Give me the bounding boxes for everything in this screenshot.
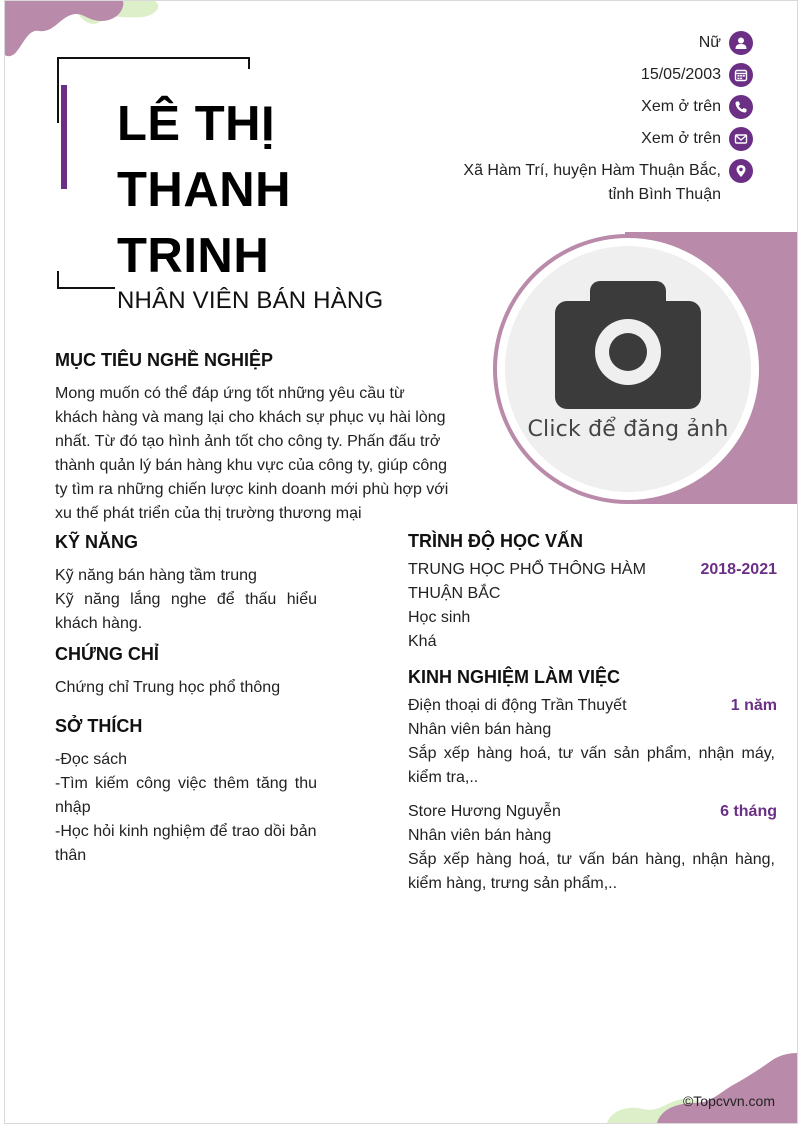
phone-icon	[729, 95, 753, 119]
name-frame-line-bottom	[57, 287, 115, 289]
objective-title: MỤC TIÊU NGHỀ NGHIỆP	[55, 350, 274, 370]
camera-icon-lens-inner	[609, 333, 647, 371]
email-value: Xem ở trên	[641, 130, 721, 147]
phone-value: Xem ở trên	[641, 98, 721, 115]
upload-photo-button[interactable]: Click để đăng ảnh	[527, 417, 729, 442]
candidate-name-line-2: THANH	[117, 163, 291, 217]
address-line-2: tỉnh Bình Thuận	[608, 186, 721, 203]
address-value	[463, 159, 721, 207]
education-school: TRUNG HỌC PHỔ THÔNG HÀM THUẬN BẮC	[408, 561, 646, 602]
hobby-item-1: -Đọc sách	[55, 751, 128, 768]
candidate-name-line-3: TRINH	[117, 229, 270, 283]
hobby-item-2: -Tìm kiếm công việc thêm tăng thu nhập	[55, 775, 317, 816]
job-title: NHÂN VIÊN BÁN HÀNG	[117, 287, 384, 314]
hobbies-title: SỞ THÍCH	[55, 716, 143, 736]
candidate-name-line-1: LÊ THỊ	[117, 97, 276, 151]
contact-gender	[393, 31, 753, 55]
gender-value: Nữ	[698, 34, 721, 51]
name-frame-line-top	[57, 57, 249, 59]
name-frame-line-top-right	[248, 57, 250, 69]
contact-dob	[393, 63, 753, 87]
certificates-title: CHỨNG CHỈ	[55, 644, 159, 664]
job-1-position: Nhân viên bán hàng	[408, 721, 552, 738]
user-icon	[729, 31, 753, 55]
decorative-blob-top-left	[5, 1, 175, 61]
envelope-icon	[729, 127, 753, 151]
skills-title: KỸ NĂNG	[55, 532, 139, 552]
education-grade: Khá	[408, 633, 437, 650]
job-1-duration: 1 năm	[730, 697, 777, 714]
job-2-company: Store Hương Nguyễn	[408, 803, 561, 820]
dob-value: 15/05/2003	[640, 66, 721, 83]
decorative-blob-bottom-right	[607, 1053, 797, 1123]
contact-info	[393, 31, 753, 215]
hobby-item-3: -Học hỏi kinh nghiệm để trao dồi bản thân	[55, 823, 317, 864]
name-frame-accent-bar	[61, 85, 67, 189]
calendar-icon	[729, 63, 753, 87]
location-pin-icon	[729, 159, 753, 183]
address-line-1: Xã Hàm Trí, huyện Hàm Thuận Bắc,	[463, 162, 721, 179]
contact-address	[393, 159, 753, 207]
contact-phone	[393, 95, 753, 119]
education-years: 2018-2021	[700, 561, 777, 578]
skill-item-1: Kỹ năng bán hàng tầm trung	[55, 567, 257, 584]
candidate-name	[117, 91, 377, 289]
name-frame-line-left	[57, 57, 59, 123]
education-title: TRÌNH ĐỘ HỌC VẤN	[408, 531, 583, 551]
footer-brand: ©Topcvvn.com	[682, 1093, 775, 1109]
job-1-description: Sắp xếp hàng hoá, tư vấn sản phẩm, nhận máy, kiểm tra,..	[408, 745, 775, 786]
job-2-position: Nhân viên bán hàng	[408, 827, 552, 844]
cv-page	[4, 0, 798, 1124]
job-2-duration: 6 tháng	[720, 803, 777, 820]
objective-text: Mong muốn có thể đáp ứng tốt những yêu cầu từ khách hàng và mang lại cho khách sự phục vụ hài lòng nhất. Từ đó tạo hình ảnh tốt cho công ty. Phấn đấu trở thành quản lý bán hàng khu vực của công ty, giúp công ty tìm ra những chiến lược kinh doanh mới phù hợp với xu thế phát triển của thị trường thương mại	[55, 385, 449, 522]
skill-item-2: Kỹ năng lắng nghe để thấu hiểu khách hàng.	[55, 591, 317, 632]
certificate-item-1: Chứng chỉ Trung học phổ thông	[55, 679, 281, 696]
job-2-description: Sắp xếp hàng hoá, tư vấn bán hàng, nhận hàng, kiểm hàng, trưng sản phẩm,..	[408, 851, 775, 892]
experience-title: KINH NGHIỆM LÀM VIỆC	[408, 667, 621, 687]
job-1-company: Điện thoại di động Trần Thuyết	[408, 697, 627, 714]
education-role: Học sinh	[408, 609, 471, 626]
contact-email	[393, 127, 753, 151]
